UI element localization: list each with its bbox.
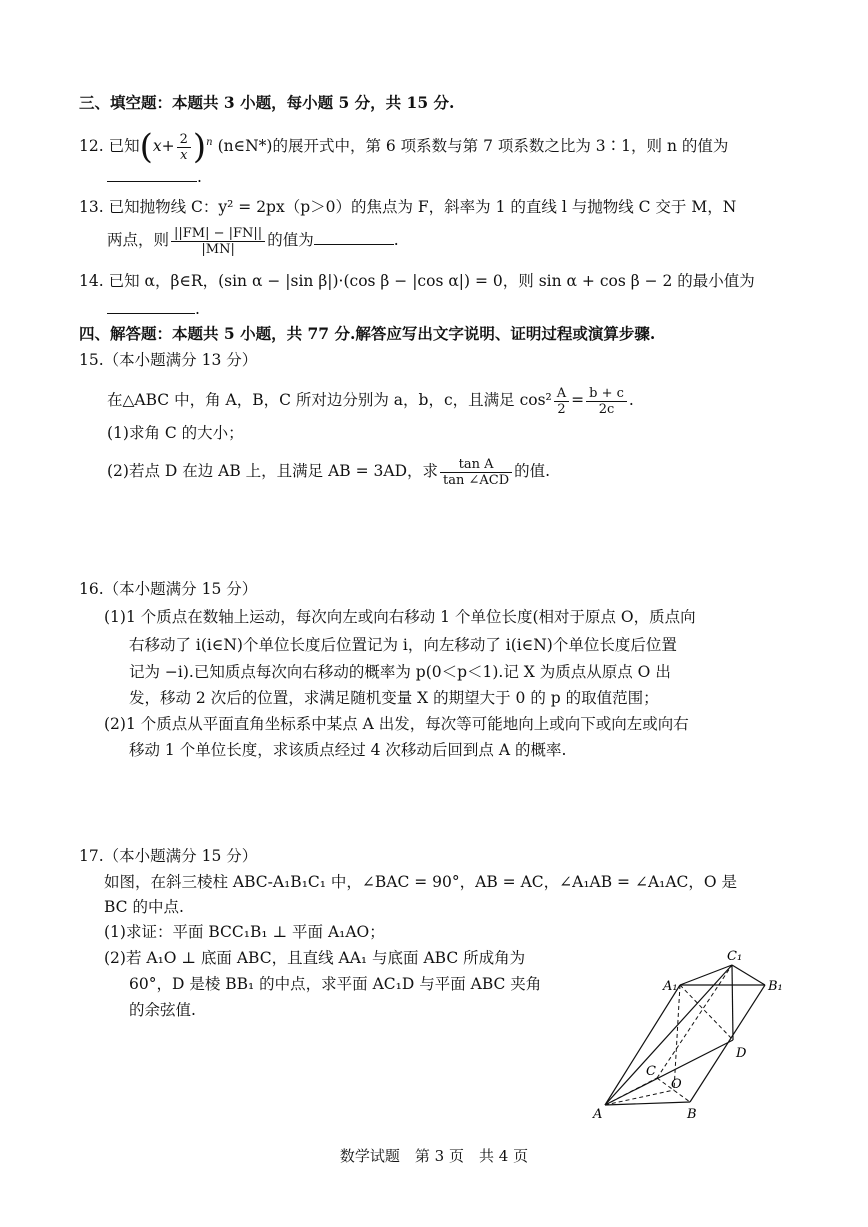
question-13 bbox=[79, 196, 736, 218]
q15-f2-den: 2c bbox=[598, 401, 615, 417]
q14-answer-blank[interactable] bbox=[107, 299, 195, 314]
q12-x: x bbox=[152, 137, 162, 156]
q13-frac-den: |MN| bbox=[201, 241, 235, 257]
label-A1: A₁ bbox=[663, 979, 678, 994]
q16-line4: 发，移动 2 次后的位置，求满足随机变量 X 的期望大于 0 的 p 的取值范围； bbox=[129, 689, 659, 707]
q17-part1: (1)求证：平面 BCC₁B₁ ⊥ 平面 A₁AO； bbox=[104, 923, 385, 941]
label-C: C bbox=[646, 1064, 656, 1079]
q12-text: 的展开式中，第 6 项系数与第 7 项系数之比为 3∶1，则 n 的值为 bbox=[272, 137, 729, 156]
q12-answer-line bbox=[107, 166, 202, 188]
q17-part2c: 的余弦值. bbox=[129, 1001, 196, 1019]
q16-line1: (1)1 个质点在数轴上运动，每次向左或向右移动 1 个单位长度(相对于原点 O，质点向 bbox=[104, 608, 696, 626]
q15-f3-num: tan A bbox=[440, 457, 512, 473]
section4-header: 四、解答题：本题共 5 小题，共 77 分.解答应写出文字说明、证明过程或演算步骤. bbox=[79, 324, 656, 343]
label-B: B bbox=[687, 1107, 697, 1122]
q12-number: 12. bbox=[79, 137, 104, 156]
q12-exponent: n bbox=[206, 137, 213, 148]
q16-head: 16.（本小题满分 15 分） bbox=[79, 580, 258, 598]
edge-A-B bbox=[605, 1102, 690, 1105]
label-B1: B₁ bbox=[768, 979, 783, 994]
q13-end: . bbox=[393, 231, 399, 249]
q17-part2b: 60°，D 是棱 BB₁ 的中点，求平面 AC₁D 与平面 ABC 夹角 bbox=[129, 975, 542, 993]
q15-stem-pre: 在△ABC 中，角 A，B，C 所对边分别为 a，b，c，且满足 cos² bbox=[107, 391, 552, 409]
q15-p2-pre: (2)若点 D 在边 AB 上，且满足 AB = 3AD，求 bbox=[107, 462, 439, 480]
q16-line5: (2)1 个质点从平面直角坐标系中某点 A 出发，每次等可能地向上或向下或向左或向右 bbox=[104, 715, 689, 733]
q12-frac-den: x bbox=[180, 147, 188, 163]
q12-fraction bbox=[177, 132, 191, 163]
q15-eq: = bbox=[571, 391, 585, 409]
q12-end: . bbox=[197, 168, 202, 186]
q12-plus: + bbox=[161, 137, 175, 156]
label-D: D bbox=[736, 1046, 747, 1061]
q15-stem-end: . bbox=[628, 391, 634, 409]
q15-frac-tan bbox=[440, 457, 512, 488]
q12-pre: 已知 bbox=[108, 137, 140, 156]
q16-line6: 移动 1 个单位长度，求该质点经过 4 次移动后回到点 A 的概率. bbox=[129, 741, 567, 759]
page-footer: 数学试题 第 3 页 共 4 页 bbox=[339, 1147, 529, 1165]
q16-line3: 记为 −i).已知质点每次向右移动的概率为 p(0＜p＜1).记 X 为质点从原点 O 出 bbox=[129, 663, 671, 681]
hidden-A1-O bbox=[674, 985, 680, 1090]
q15-f2-num: b + c bbox=[586, 386, 627, 402]
question-12: 12. 已知(x+ $\frac{2}{x}$ )$^n$ (n∈N*)的展开式中，第 6 项系数与第 7 项系数之比为 3∶1，则 n 的值为 bbox=[79, 127, 729, 168]
q15-p2-post: 的值. bbox=[514, 462, 551, 480]
q13-number: 13. bbox=[79, 198, 104, 216]
q13-fraction bbox=[171, 226, 265, 257]
q14-number: 14. bbox=[79, 272, 104, 290]
q17-head: 17.（本小题满分 15 分） bbox=[79, 847, 258, 865]
q13-post: 的值为 bbox=[267, 231, 314, 249]
edge-C1-D bbox=[732, 965, 733, 1040]
q15-f1-num: A bbox=[554, 386, 569, 402]
label-O: O bbox=[671, 1077, 682, 1092]
q13-frac-num: ||FM| − |FN|| bbox=[171, 226, 265, 242]
q17-line1: 如图，在斜三棱柱 ABC-A₁B₁C₁ 中，∠BAC = 90°，AB = AC，∠A₁AB = ∠A₁AC，O 是 bbox=[104, 873, 738, 891]
q14-answer-line bbox=[107, 298, 200, 320]
label-A: A bbox=[593, 1107, 603, 1122]
q13-pre: 两点，则 bbox=[107, 231, 170, 249]
label-C1: C₁ bbox=[727, 949, 743, 964]
question-14 bbox=[79, 270, 755, 292]
q13-answer-blank[interactable] bbox=[314, 230, 394, 245]
edge-C1-B1 bbox=[732, 965, 765, 985]
section3-header: 三、填空题：本题共 3 小题，每小题 5 分，共 15 分. bbox=[79, 93, 455, 112]
edge-B-B1 bbox=[690, 985, 765, 1102]
q15-head: 15.（本小题满分 13 分） bbox=[79, 351, 258, 369]
q13-line1: 已知抛物线 C：y² = 2px（p＞0）的焦点为 F，斜率为 1 的直线 l 与抛物线 C 交于 M，N bbox=[108, 198, 737, 216]
q13-line2 bbox=[107, 222, 399, 258]
prism-figure bbox=[590, 940, 810, 1125]
q17-line2: BC 的中点. bbox=[104, 898, 184, 916]
q16-line2: 右移动了 i(i∈N)个单位长度后位置记为 i，向左移动了 i(i∈N)个单位长度后位置 bbox=[129, 636, 677, 654]
q15-part1: (1)求角 C 的大小； bbox=[107, 424, 244, 442]
q17-part2a: (2)若 A₁O ⊥ 底面 ABC，且直线 AA₁ 与底面 ABC 所成角为 bbox=[104, 949, 526, 967]
q15-frac-a2 bbox=[554, 386, 569, 417]
q15-f3-den: tan ∠ACD bbox=[443, 472, 510, 488]
q15-part2 bbox=[107, 453, 550, 489]
edge-A1-C1 bbox=[680, 965, 732, 985]
q15-frac-bc bbox=[586, 386, 627, 417]
q12-answer-blank[interactable] bbox=[107, 167, 197, 182]
q15-f1-den: 2 bbox=[557, 401, 566, 417]
q12-condition: (n∈N*) bbox=[217, 137, 273, 156]
q15-stem bbox=[107, 382, 634, 418]
q14-line1: 已知 α，β∈R，(sin α − |sin β|)·(cos β − |cos α|) = 0，则 sin α + cos β − 2 的最小值为 bbox=[108, 272, 755, 290]
q12-frac-num: 2 bbox=[177, 132, 191, 148]
q14-end: . bbox=[195, 300, 200, 318]
